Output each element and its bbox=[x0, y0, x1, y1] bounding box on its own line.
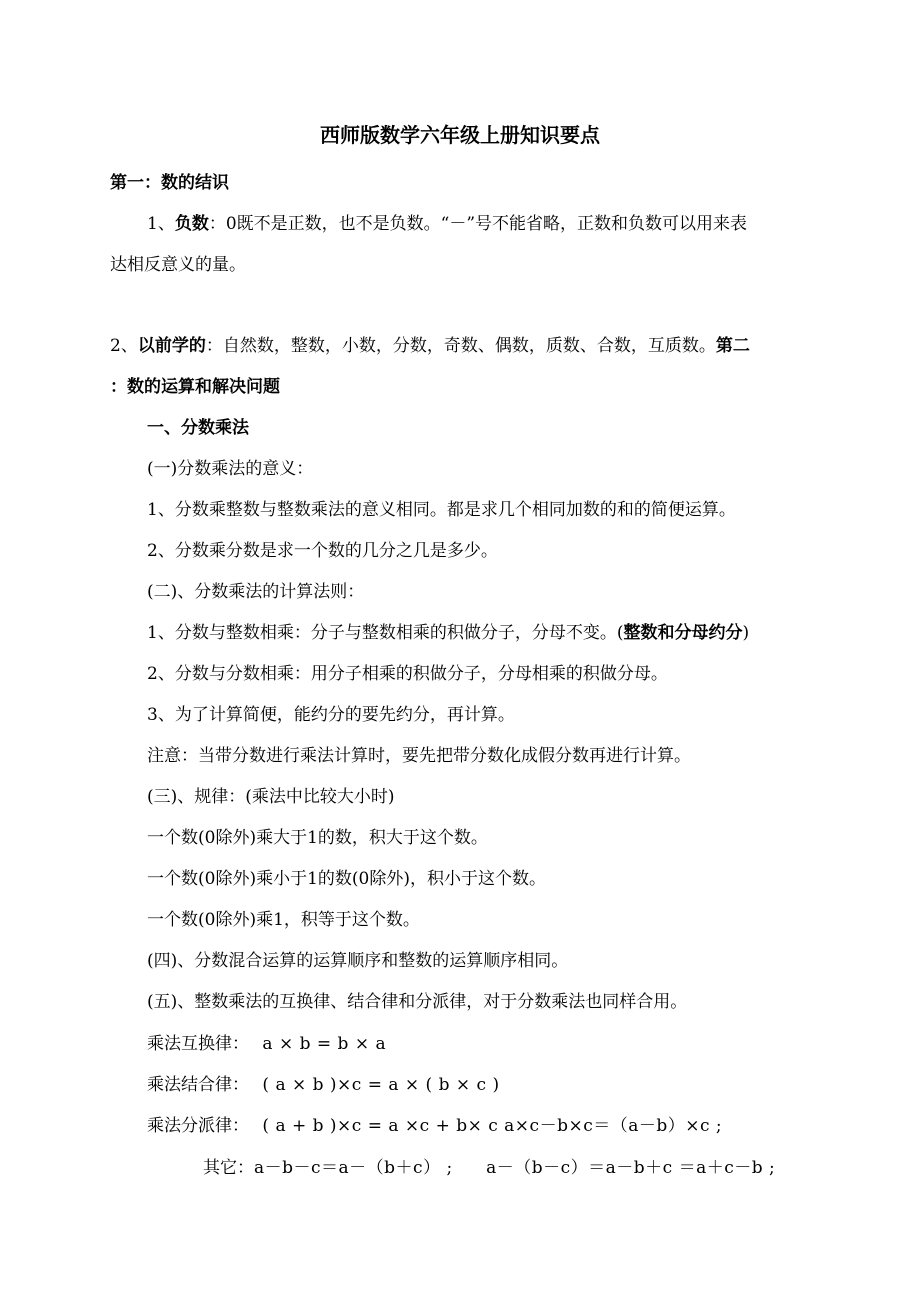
other-label: 其它： bbox=[203, 1158, 254, 1178]
formula: a－（b－c）＝a－b＋c ＝a＋c－b ; bbox=[486, 1158, 776, 1178]
rule-emphasis: 整数和分母约分 bbox=[623, 623, 743, 643]
paragraph-continued: 达相反意义的量。 bbox=[110, 255, 246, 275]
section1-heading: 第一：数的结识 bbox=[110, 173, 229, 193]
rule-paren-close: ) bbox=[742, 623, 750, 643]
paragraph-text: ：0既不是正数，也不是负数。“－”号不能省略，正数和负数可以用来表 bbox=[208, 214, 748, 234]
item-number: 2、 bbox=[110, 336, 138, 356]
paragraph-previous-learned bbox=[110, 335, 750, 357]
text-line: 注意：当带分数进行乘法计算时，要先把带分数化成假分数再进行计算。 bbox=[147, 746, 691, 766]
term-negative: 负数 bbox=[174, 214, 209, 234]
text-line: 1、分数乘整数与整数乘法的意义相同。都是求几个相同加数的和的简便运算。 bbox=[147, 500, 736, 520]
law-label: 乘法互换律： bbox=[147, 1034, 249, 1054]
section2-heading-start: 第二 bbox=[715, 336, 750, 356]
text-line: 一个数(0除外)乘小于1的数(0除外)，积小于这个数。 bbox=[147, 869, 546, 889]
text-line: 2、分数与分数相乘：用分子相乘的积做分子，分母相乘的积做分母。 bbox=[147, 664, 668, 684]
item-number: 1、 bbox=[147, 214, 175, 234]
text-line: (五)、整数乘法的互换律、结合律和分派律，对于分数乘法也同样合用。 bbox=[147, 992, 688, 1012]
text-line: 一个数(0除外)乘1，积等于这个数。 bbox=[147, 910, 420, 930]
law-formula: a × b = b × a bbox=[262, 1034, 387, 1054]
section2-heading: ：数的运算和解决问题 bbox=[110, 377, 280, 397]
formula: a－b－c＝a－（b＋c） ; bbox=[254, 1158, 453, 1178]
text-line: (四)、分数混合运算的运算顺序和整数的运算顺序相同。 bbox=[147, 951, 569, 971]
paragraph-text: ：自然数，整数，小数，分数，奇数、偶数，质数、合数，互质数。 bbox=[205, 336, 716, 356]
paragraph-negative-numbers bbox=[147, 213, 747, 235]
law-label: 乘法分派律： bbox=[147, 1116, 249, 1136]
law-formula: ( a + b )×c = a ×c + b× c a×c－b×c＝（a－b）×c ; bbox=[262, 1116, 723, 1136]
text-line bbox=[147, 622, 749, 644]
law-distributive bbox=[147, 1115, 722, 1137]
law-commutative bbox=[147, 1033, 386, 1055]
law-label: 乘法结合律： bbox=[147, 1075, 249, 1095]
rule-text: 1、分数与整数相乘：分子与整数相乘的积做分子，分母不变。( bbox=[147, 623, 624, 643]
text-line: (一)分数乘法的意义： bbox=[147, 459, 314, 479]
law-formula: ( a × b )×c = a × ( b × c ) bbox=[262, 1075, 500, 1095]
text-line: 一个数(0除外)乘大于1的数，积大于这个数。 bbox=[147, 828, 488, 848]
text-line: (三)、规律：(乘法中比较大小时) bbox=[147, 787, 395, 807]
text-line: 3、为了计算简便，能约分的要先约分，再计算。 bbox=[147, 705, 515, 725]
subheading-fraction-multiplication: 一、分数乘法 bbox=[147, 418, 249, 438]
term-previous: 以前学的 bbox=[137, 336, 206, 356]
page-title: 西师版数学六年级上册知识要点 bbox=[320, 123, 600, 147]
text-line: (二)、分数乘法的计算法则： bbox=[147, 582, 365, 602]
text-line: 2、分数乘分数是求一个数的几分之几是多少。 bbox=[147, 541, 498, 561]
law-associative bbox=[147, 1074, 500, 1096]
other-formulas bbox=[203, 1157, 775, 1179]
